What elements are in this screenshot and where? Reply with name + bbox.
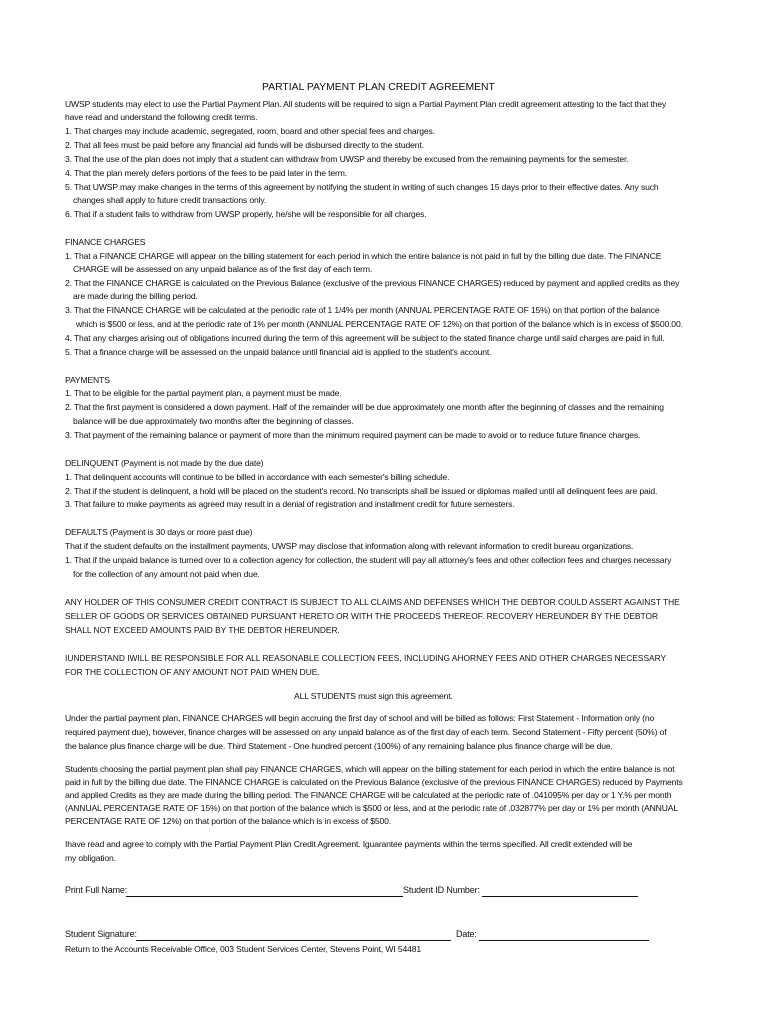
date-field[interactable] [479, 940, 649, 941]
student-signature-label: Student Signature: [65, 929, 137, 939]
defaults-line-continued: for the collection of any amount not paid when due. [73, 569, 260, 579]
finance-line-continued: which is $500 or less, and at the periodic rate of 1% per month (ANNUAL PERCENTAGE RATE OF 12%) on that portion of the balance which is in excess of $500.00. [76, 319, 683, 329]
finance-line: 1. That a FINANCE CHARGE will appear on the billing statement for each period in which the entire balance is not paid in full by the billing due date. The FINANCE [65, 251, 662, 261]
partial-plan-line: the balance plus finance charge will be due. Third Statement - One hundred percent (100%) of any remaining balance plus finance charge will be due. [65, 741, 613, 751]
student-id-field[interactable] [482, 896, 638, 897]
collection-notice-line: IUNDERSTAND IWILL BE RESPONSIBLE FOR ALL REASONABLE COLLECTION FEES, INCLUDING AHORNEY FEES AND OTHER CHARGES NECESSARY [65, 653, 667, 663]
collection-notice-line: FOR THE COLLECTION OF ANY AMOUNT NOT PAID WHEN DUE. [65, 667, 320, 677]
terms-item: 3. Thal the use of the plan does not imply that a student can withdraw from UWSP and thereby be excused from the remaining payments for the semester. [65, 154, 629, 164]
return-address-note: Return to the Accounts Receivable Office, 003 Student Services Center, Stevens Point, WI 54481 [65, 944, 421, 954]
terms-item: 5. That UWSP may make changes in the terms of this agreement by notifying the student in writing of such changes 15 days prior to their effective dates. Any such [65, 182, 659, 192]
finance-line: 5. That a finance charge will be assessed on the unpaid balance until financial aid is applied to the student's account. [65, 347, 492, 357]
payments-line: 1. That to be eligible for the partial payment plan, a payment must be made. [65, 388, 342, 398]
print-name-field[interactable] [126, 896, 403, 897]
delinquent-line: 2. That if the student is delinquent, a hold will be placed on the student's record. No transcripts shall be issued or diplomas mailed until all delinquent fees are paid. [65, 486, 658, 496]
choosing-plan-line: PERCENTAGE RATE OF 12%) on that portion of the balance which is in excess of $500. [65, 816, 392, 826]
finance-line: 2. That the FINANCE CHARGE is calculated on the Previous Balance (exclusive of the previous FINANCE CHARGES) reduced by payment and applied credits as they [65, 278, 680, 288]
agreement-line: Ihave read and agree to comply with the Partial Payment Plan Credit Agreement. Iguarantee payments within the terms specified. All credit extended will be [65, 839, 633, 849]
choosing-plan-line: (ANNUAL PERCENTAGE RATE OF 15%) on that portion of the balance which is $500 or less, and at the periodic rate of .032877% per day or 1% per month (ANNUAL [65, 803, 678, 813]
finance-line-continued: CHARGE will be assessed on any unpaid balance as of the first day of each term. [73, 264, 373, 274]
choosing-plan-line: and applied Credits as they are made during the billing period. The FINANCE CHARGE will be calculated at the periodic rate of .041095% per day or 1 Y.% per month [65, 790, 672, 800]
terms-item: 2. That all fees must be paid before any financial aid funds will be disbursed directly to the student. [65, 140, 424, 150]
finance-line: 3. That the FINANCE CHARGE will be calculated at the periodic rate of 1 1/4% per month (ANNUAL PERCENTAGE RATE OF 15%) on that portion of the balance [65, 305, 660, 315]
delinquent-line: 3. That failure to make payments as agreed may result in a denial of registration and installment credit for future semesters. [65, 499, 515, 509]
terms-item: 1. That charges may include academic, segregated, room, board and other special fees and charges. [65, 126, 435, 136]
choosing-plan-line: paid in full by the billing due date. The FINANCE CHARGE is calculated on the Previous Balance (exclusive of the previous FINANCE CHARGES) reduced by Payments [65, 777, 683, 787]
holder-notice-line: SHALL NOT EXCEED AMOUNTS PAID BY THE DEBTOR HEREUNDER. [65, 625, 340, 635]
agreement-line: my obligation. [65, 853, 116, 863]
defaults-heading: DEFAULTS (Payment is 30 days or more past due) [65, 527, 253, 537]
terms-item: 6. That if a student fails to withdraw from UWSP properly, he/she will be responsible for all charges. [65, 209, 427, 219]
terms-item: 4. That the plan merely defers portions of the fees to be paid later in the term. [65, 168, 347, 178]
intro-line: have read and understand the following credit terms. [65, 112, 258, 122]
partial-plan-line: required payment due), however, finance charges will be assessed on any unpaid balance as of the first day of each term. Second Statement - Fifty percent (50%) of [65, 727, 667, 737]
holder-notice-line: SELLER OF GOODS OR SERVICES OBTAINED PURSUANT HERETO OR WITH THE PROCEEDS THEREOF. RECOVERY HEREUNDER BY THE DEBTOR [65, 611, 659, 621]
finance-charges-heading: FINANCE CHARGES [65, 237, 146, 247]
defaults-line: That if the student defaults on the installment payments, UWSP may disclose that information along with relevant information to credit bureau organizations. [65, 541, 634, 551]
finance-line: 4. That any charges arising out of obligations incurred during the term of this agreement will be subject to the stated finance charge until said charges are paid in full. [65, 333, 665, 343]
print-name-label: Print Full Name: [65, 885, 128, 895]
holder-notice-line: ANY HOLDER OF THIS CONSUMER CREDIT CONTRACT IS SUBJECT TO ALL CLAIMS AND DEFENSES WHICH THE DEBTOR COULD ASSERT AGAINST THE [65, 597, 680, 607]
partial-plan-line: Under the partial payment plan, FINANCE CHARGES will begin accruing the first day of school and will be billed as follows: First Statement - Information only (no [65, 713, 655, 723]
finance-line-continued: are made during the billing period. [73, 291, 198, 301]
intro-line: UWSP students may elect to use the Partial Payment Plan. All students will be required to sign a Partial Payment Plan credit agreement attesting to the fact that they [65, 99, 667, 109]
terms-item-continued: changes shall apply to future credit transactions only. [73, 195, 267, 205]
defaults-line: 1. That if the unpaid balance is turned over to a collection agency for collection, the student will pay all attorney's fees and other collection fees and charges necessary [65, 555, 672, 565]
document-title: PARTIAL PAYMENT PLAN CREDIT AGREEMENT [262, 82, 495, 93]
delinquent-line: 1. That delinquent accounts will continue to be billed in accordance with each semester's billing schedule. [65, 472, 450, 482]
payments-line: 3. That payment of the remaining balance or payment of more than the minimum required payment can be made to avoid or to reduce future finance charges. [65, 430, 641, 440]
date-label: Date: [456, 929, 477, 939]
delinquent-heading: DELINQUENT (Payment is not made by the due date) [65, 458, 264, 468]
sign-requirement-note: ALL STUDENTS must sign this agreement. [294, 691, 453, 701]
payments-line-continued: balance will be due approximately two months after the beginning of classes. [73, 416, 354, 426]
student-signature-field[interactable] [136, 940, 451, 941]
payments-line: 2. That the first payment is considered a down payment. Half of the remainder will be due approximately one month after the beginning of classes and the remaining [65, 402, 664, 412]
student-id-label: Student ID Number: [403, 885, 480, 895]
choosing-plan-line: Students choosing the partial payment plan shall pay FINANCE CHARGES, which will appear on the billing statement for each period in which the entire balance is not [65, 764, 675, 774]
payments-heading: PAYMENTS [65, 375, 110, 385]
